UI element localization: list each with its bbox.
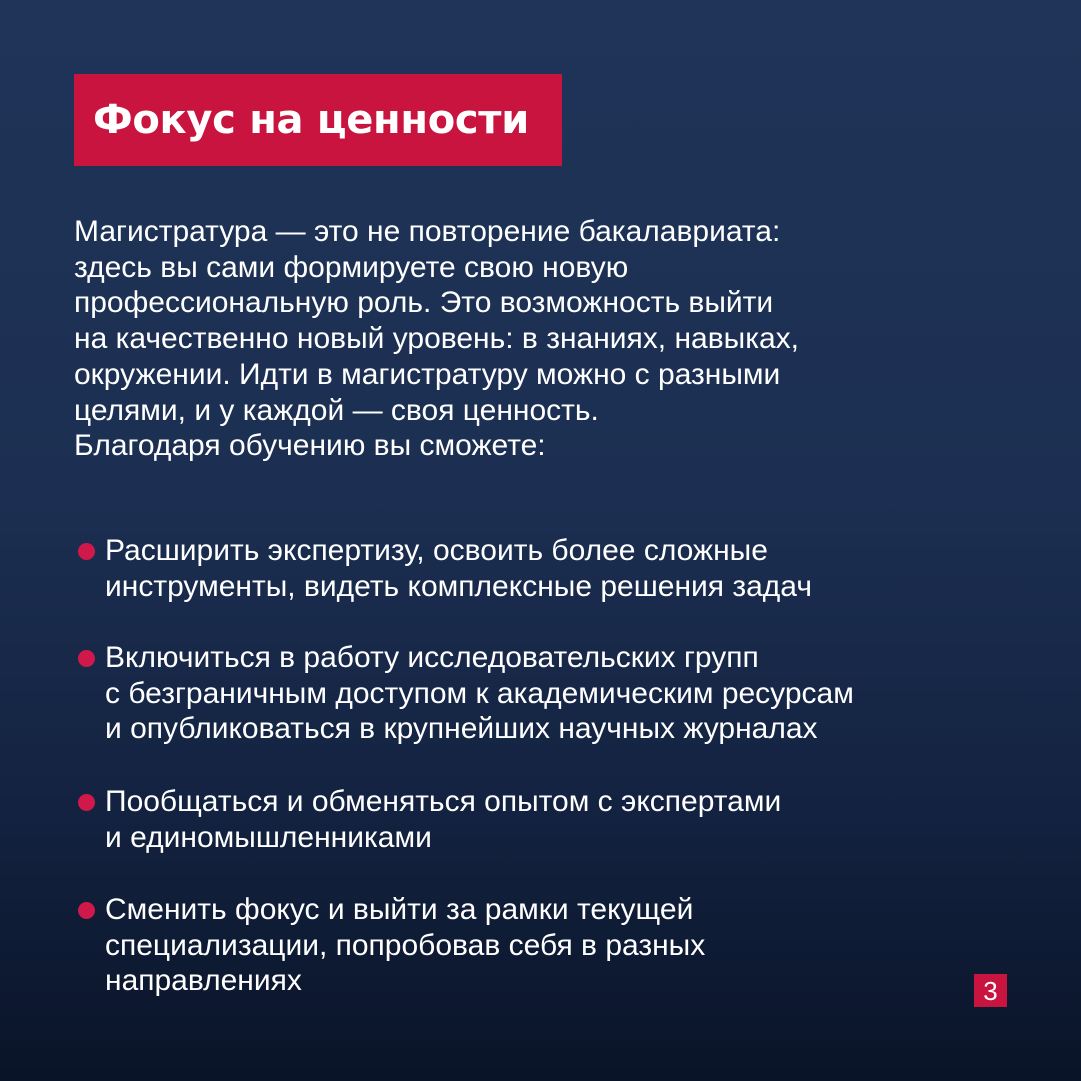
list-item-text — [105, 784, 781, 855]
list-item-text — [105, 533, 812, 604]
bullet-dot-icon — [78, 794, 95, 811]
intro-paragraph — [74, 214, 1034, 464]
page-title: Фокус на ценности — [93, 97, 529, 143]
list-item-line: и опубликоваться в крупнейших научных журналах — [105, 712, 818, 746]
list-item-text — [105, 892, 705, 999]
title-banner — [74, 74, 562, 166]
list-item-line: с безграничным доступом к академическим ресурсам — [105, 676, 854, 710]
list-item-line: Включиться в работу исследовательских групп — [105, 641, 759, 674]
list-item-line: Пообщаться и обменяться опытом с экспертами — [105, 785, 782, 818]
intro-line: Благодаря обучению вы сможете: — [74, 429, 546, 463]
page-number-badge — [974, 974, 1007, 1007]
intro-line: окружении. Идти в магистратуру можно с разными — [74, 357, 781, 391]
list-item-line: направлениях — [105, 964, 302, 998]
intro-line: Магистратура — это не повторение бакалавриата: — [74, 215, 781, 248]
page-number: 3 — [983, 975, 998, 1006]
list-item-line: Расширить экспертизу, освоить более сложные — [105, 534, 768, 567]
bullet-dot-icon — [78, 650, 95, 667]
bullet-dot-icon — [78, 902, 95, 919]
list-item-line: специализации, попробовав себя в разных — [105, 928, 706, 962]
intro-line: целями, и у каждой — своя ценность. — [74, 393, 599, 427]
intro-line: на качественно новый уровень: в знаниях, навыках, — [74, 322, 799, 356]
list-item-line: и единомышленниками — [105, 820, 432, 854]
list-item-line: инструменты, видеть комплексные решения задач — [105, 569, 812, 603]
intro-line: профессиональную роль. Это возможность выйти — [74, 286, 774, 320]
bullet-dot-icon — [78, 543, 95, 560]
list-item-text — [105, 640, 854, 747]
intro-line: здесь вы сами формируете свою новую — [74, 250, 629, 284]
list-item-line: Сменить фокус и выйти за рамки текущей — [105, 893, 694, 926]
